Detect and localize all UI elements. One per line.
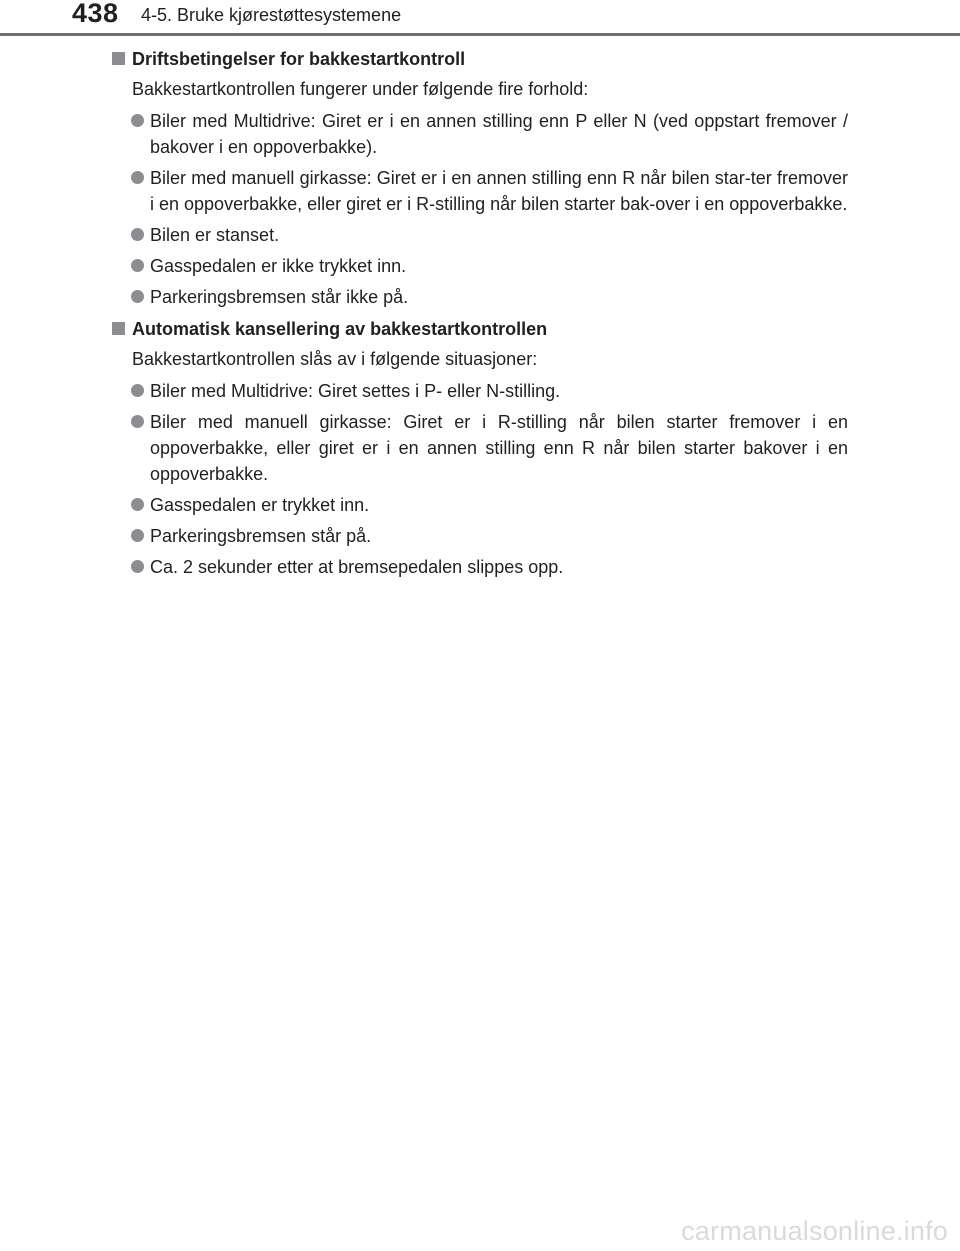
circle-bullet-icon bbox=[131, 114, 144, 127]
list-item bbox=[112, 523, 848, 549]
section-intro: Bakkestartkontrollen slås av i følgende situasjoner: bbox=[132, 349, 538, 369]
list-item bbox=[112, 284, 848, 310]
list-item bbox=[112, 492, 848, 518]
page-number: 438 bbox=[72, 0, 119, 28]
circle-bullet-icon bbox=[131, 384, 144, 397]
list-item bbox=[112, 554, 848, 580]
circle-bullet-icon bbox=[131, 290, 144, 303]
list-item-text: Gasspedalen er ikke trykket inn. bbox=[150, 256, 407, 276]
circle-bullet-icon bbox=[131, 560, 144, 573]
section-operating-conditions bbox=[112, 46, 848, 310]
circle-bullet-icon bbox=[131, 228, 144, 241]
circle-bullet-icon bbox=[131, 498, 144, 511]
list-item-text: Parkeringsbremsen står på. bbox=[150, 526, 372, 546]
square-bullet-icon bbox=[112, 52, 125, 65]
section-automatic-cancellation bbox=[112, 316, 848, 580]
section-title: 4-5. Bruke kjørestøttesystemene bbox=[141, 5, 402, 25]
section-heading bbox=[112, 316, 848, 342]
list-item bbox=[112, 108, 848, 160]
list-item-text: Biler med Multidrive: Giret er i en annen stilling enn P eller N (ved oppstart fremover / bakover i en oppoverbakke). bbox=[150, 111, 848, 157]
list-item bbox=[112, 165, 848, 217]
list-item-text: Parkeringsbremsen står ikke på. bbox=[150, 287, 409, 307]
circle-bullet-icon bbox=[131, 171, 144, 184]
list-item-text: Biler med manuell girkasse: Giret er i R-stilling når bilen starter fremover i en oppoverbakke, eller giret er i en annen stilling enn R når bilen starter bakover i en oppoverbakke. bbox=[150, 412, 848, 484]
section-intro: Bakkestartkontrollen fungerer under følgende fire forhold: bbox=[132, 79, 589, 99]
circle-bullet-icon bbox=[131, 415, 144, 428]
square-bullet-icon bbox=[112, 322, 125, 335]
list-item-text: Ca. 2 sekunder etter at bremsepedalen slippes opp. bbox=[150, 557, 564, 577]
section-heading bbox=[112, 46, 848, 72]
list-item bbox=[112, 253, 848, 279]
circle-bullet-icon bbox=[131, 529, 144, 542]
page-header bbox=[0, 0, 960, 40]
list-item-text: Bilen er stanset. bbox=[150, 225, 280, 245]
list-item-text: Gasspedalen er trykket inn. bbox=[150, 495, 370, 515]
list-item bbox=[112, 409, 848, 487]
watermark: carmanualsonline.info bbox=[681, 1216, 948, 1246]
circle-bullet-icon bbox=[131, 259, 144, 272]
section-heading-text: Automatisk kansellering av bakkestartkontrollen bbox=[132, 319, 548, 339]
section-heading-text: Driftsbetingelser for bakkestartkontroll bbox=[132, 49, 466, 69]
list-item bbox=[112, 378, 848, 404]
list-item bbox=[112, 222, 848, 248]
header-divider bbox=[0, 33, 960, 36]
list-item-text: Biler med Multidrive: Giret settes i P- eller N-stilling. bbox=[150, 381, 561, 401]
list-item-text: Biler med manuell girkasse: Giret er i en annen stilling enn R når bilen star-ter fremover i en oppoverbakke, eller giret er i R-stilling når bilen starter bak-over i en oppoverbakke. bbox=[150, 168, 848, 214]
page-content bbox=[112, 46, 848, 586]
